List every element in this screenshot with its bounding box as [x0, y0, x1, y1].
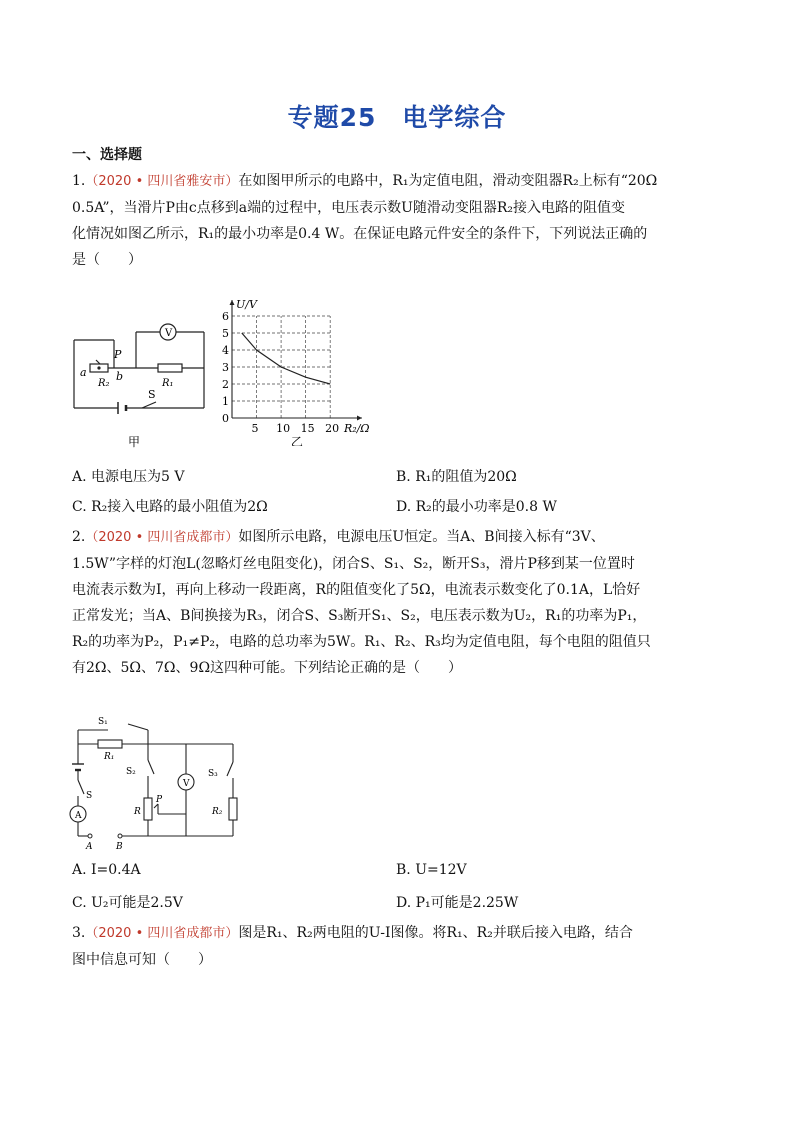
q1-option-a: A. 电源电压为5 V — [72, 469, 185, 485]
r1-label: R₁ — [162, 378, 174, 389]
q1-option-c: C. R₂接入电路的最小阻值为2Ω — [72, 499, 268, 515]
q1-option-b: B. R₁的阻值为20Ω — [396, 469, 517, 485]
x-axis-label: R₂/Ω — [344, 422, 370, 435]
series-line-u-r2 — [242, 333, 330, 384]
r1-resistor — [158, 364, 182, 372]
y-axis-label: U/V — [236, 298, 257, 311]
a-label: A — [86, 842, 93, 852]
q3-line-1: 3.（2020 • 四川省成都市）图是R₁、R₂两电阻的U-I图像。将R₁、R₂并联后接入电路，结合 — [72, 925, 633, 941]
q2-line-3: 电流表示数为I，再向上移动一段距离，R的阻值变化了5Ω，电流表示数变化了0.1A，L恰好 — [72, 582, 641, 598]
x-tick-label: 5 — [251, 422, 259, 435]
v-label: V — [183, 779, 190, 789]
q2-line-2: 1.5W”字样的灯泡L(忽略灯丝电阻变化)，闭合S、S₁、S₂，断开S₃，滑片P移到某一位置时 — [72, 556, 635, 572]
q2-option-c: C. U₂可能是2.5V — [72, 895, 183, 911]
switch-s2 — [148, 760, 154, 774]
q1-line-4: 是（ ） — [72, 252, 142, 268]
q1-circuit-diagram — [68, 318, 210, 453]
y-tick-label: 2 — [222, 378, 229, 391]
switch-s — [142, 402, 156, 408]
switch-s1 — [128, 724, 148, 730]
x-axis-arrow — [357, 416, 362, 421]
x-tick-label: 20 — [325, 422, 340, 435]
r-label: R — [134, 807, 141, 817]
q1-source: （2020 • 四川省雅安市） — [85, 174, 239, 189]
terminal-b — [118, 834, 122, 838]
r1-label: R₁ — [104, 752, 115, 762]
q2-option-a: A. I=0.4A — [72, 862, 141, 878]
y-tick-label: 6 — [222, 310, 229, 323]
x-tick-label: 10 — [276, 422, 291, 435]
r-rheostat — [144, 798, 152, 820]
y-tick-label: 1 — [222, 395, 229, 408]
section-heading: 一、选择题 — [72, 147, 142, 163]
s1-label: S₁ — [98, 717, 108, 727]
q2-line-5: R₂的功率为P₂，P₁≠P₂，电路的总功率为5W。R₁、R₂、R₃均为定值电阻，每个电阻的阻值只 — [72, 634, 651, 650]
q2-option-b: B. U=12V — [396, 862, 467, 878]
q2-line-6: 有2Ω、5Ω、7Ω、9Ω这四种可能。下列结论正确的是（ ） — [72, 660, 463, 676]
q2-option-d: D. P₁可能是2.25W — [396, 895, 519, 911]
q3-text — [72, 920, 724, 973]
slider-arrow — [96, 360, 100, 364]
a-terminal-label: a — [80, 366, 87, 379]
q1-line-3: 化情况如图乙所示，R₁的最小功率是0.4 W。在保证电路元件安全的条件下，下列说法正确的 — [72, 226, 648, 242]
s3-label: S₃ — [208, 769, 218, 779]
switch-s3 — [227, 762, 233, 776]
s2-label: S₂ — [126, 767, 136, 777]
q1-option-d: D. R₂的最小功率是0.8 W — [396, 499, 557, 515]
s-label: S — [86, 791, 93, 801]
q2-circuit-diagram — [68, 712, 243, 852]
q2-source: （2020 • 四川省成都市） — [85, 530, 239, 545]
q2-line-1: 2.（2020 • 四川省成都市）如图所示电路，电源电压U恒定。当A、B间接入标有“3V、 — [72, 529, 605, 545]
q3-source: （2020 • 四川省成都市） — [85, 926, 239, 941]
y-tick-label: 4 — [222, 344, 229, 357]
r1-resistor — [98, 740, 122, 748]
s-label: S — [148, 388, 156, 401]
r2-resistor — [229, 798, 237, 820]
y-tick-label: 5 — [222, 327, 229, 340]
y-tick-label: 3 — [222, 361, 229, 374]
b-terminal-label: b — [116, 370, 124, 383]
switch-s — [78, 780, 84, 794]
q2-line-4: 正常发光；当A、B间换接为R₃，闭合S、S₃断开S₁、S₂，电压表示数为U₂，R₁的功率为P₁， — [72, 608, 647, 624]
r2-label: R₂ — [98, 378, 110, 389]
y-axis-arrow — [230, 300, 235, 305]
p-label: P — [114, 348, 122, 361]
q1-line-1: 1.（2020 • 四川省雅安市）在如图甲所示的电路中，R₁为定值电阻，滑动变阻器R₂上标有“20Ω — [72, 173, 658, 189]
slider-contact — [97, 366, 100, 369]
q1-text — [72, 168, 724, 273]
ammeter-label: A — [75, 811, 82, 821]
v-label: V — [165, 328, 173, 339]
y-tick-label: 0 — [222, 412, 229, 425]
p-label: P — [156, 795, 163, 805]
terminal-a — [88, 834, 92, 838]
page-title: 专题25 电学综合 — [287, 103, 507, 132]
r2-label: R₂ — [212, 807, 223, 817]
fig-jia-label: 甲 — [128, 435, 141, 449]
q1-u-r2-chart — [210, 296, 380, 446]
b-label: B — [116, 842, 123, 852]
q2-text — [72, 524, 724, 681]
x-tick-label: 15 — [300, 422, 315, 435]
q1-line-2: 0.5A”，当滑片P由c点移到a端的过程中，电压表示数U随滑动变阻器R₂接入电路的阻值变 — [72, 200, 626, 216]
fig-yi-label: 乙 — [290, 435, 303, 446]
q3-line-2: 图中信息可知（ ） — [72, 952, 212, 968]
